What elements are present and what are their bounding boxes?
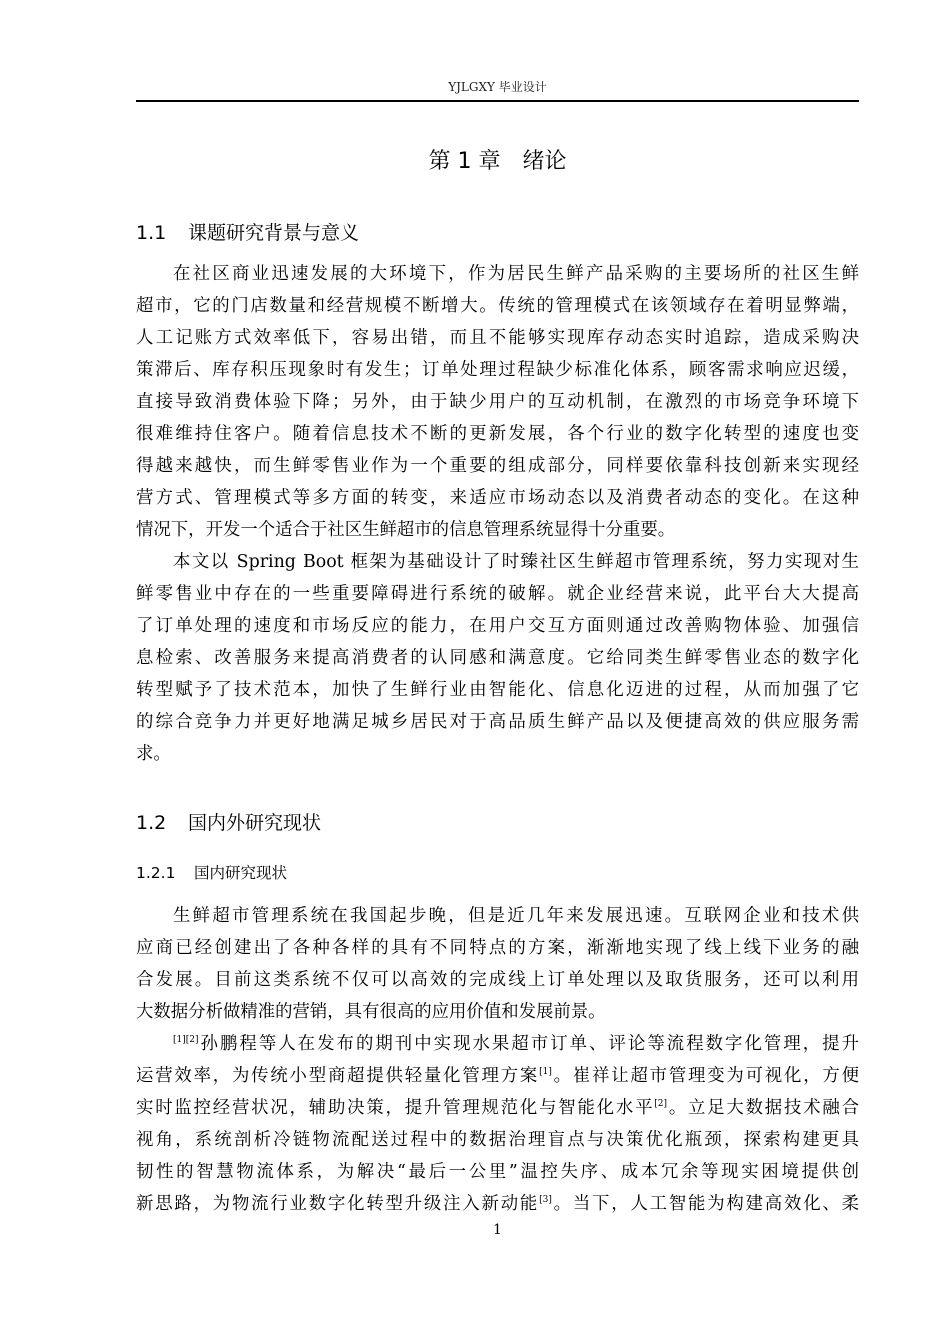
section-number: 1.1 <box>136 222 167 244</box>
page-number: 1 <box>493 1222 502 1238</box>
text-line: 情况下，开发一个适合于社区生鲜超市的信息管理系统显得十分重要。 <box>136 520 676 540</box>
text-line: 策滞后、库存积压现象时有发生；订单处理过程缺少标准化体系，顾客需求响应迟缓， <box>136 360 859 380</box>
text-line: 鲜零售业中存在的一些重要障碍进行系统的破解。就企业经营来说，此平台大大提高 <box>136 584 859 604</box>
citation-ref: [2] <box>654 1099 668 1109</box>
text-line: 大数据分析做精准的营销，具有很高的应用价值和发展前景。 <box>136 1002 606 1022</box>
text-line: 本文以 Spring Boot 框架为基础设计了时臻社区生鲜超市管理系统，努力实现对生 <box>173 552 859 572</box>
text-line: 得越来越快，而生鲜零售业作为一个重要的组成部分，同样要依靠科技创新来实现经 <box>136 456 859 476</box>
text-line: 营方式、管理模式等多方面的转变，来适应市场动态以及消费者动态的变化。在这种 <box>136 488 859 508</box>
citation-ref: [1] <box>539 1067 552 1077</box>
paragraph-background <box>136 258 859 546</box>
citation-ref: [1][2] <box>173 1035 199 1045</box>
paragraph-domestic-overview <box>136 900 859 1028</box>
text-line: 息检索、改善服务来提高消费者的认同感和满意度。它给同类生鲜零售业态的数字化 <box>136 648 859 668</box>
text-line: 的综合竞争力并更好地满足城乡居民对于高品质生鲜产品以及便捷高效的供应服务需 <box>136 712 859 732</box>
text-line: 求。 <box>136 744 171 764</box>
text-line: 超市，它的门店数量和经营规模不断增大。传统的管理模式在该领域存在着明显弊端， <box>136 296 859 316</box>
text-line: 了订单处理的速度和市场反应的能力，在用户交互方面则通过改善购物体验、加强信 <box>136 616 859 636</box>
text-line: 应商已经创建出了各种各样的具有不同特点的方案，渐渐地实现了线上线下业务的融 <box>136 938 859 958</box>
text-line: 在社区商业迅速发展的大环境下，作为居民生鲜产品采购的主要场所的社区生鲜 <box>173 264 859 284</box>
text-line: 实时监控经营状况，辅助决策，提升管理规范化与智能化水平[2]。立足大数据技术融合 <box>136 1098 859 1118</box>
text-line: 转型赋予了技术范本，加快了生鲜行业由智能化、信息化迈进的过程，从而加强了它 <box>136 680 859 700</box>
section-heading-1-2 <box>136 809 321 837</box>
section-title: 国内外研究现状 <box>188 812 322 834</box>
subsection-number: 1.2.1 <box>136 864 176 882</box>
section-number: 1.2 <box>136 812 167 834</box>
section-title: 课题研究背景与意义 <box>188 222 360 244</box>
running-header: YJLGXY 毕业设计 <box>448 80 547 94</box>
paragraph-domestic-research <box>136 1028 859 1220</box>
subsection-title: 国内研究现状 <box>194 864 288 882</box>
text-line: 很难维持住客户。随着信息技术不断的更新发展，各个行业的数字化转型的速度也变 <box>136 424 859 444</box>
subsection-heading-1-2-1 <box>136 861 287 885</box>
text-line: 合发展。目前这类系统不仅可以高效的完成线上订单处理以及取货服务，还可以利用 <box>136 970 859 990</box>
text-line: 韧性的智慧物流体系，为解决“最后一公里”温控失序、成本冗余等现实困境提供创 <box>136 1162 859 1182</box>
text-line: 生鲜超市管理系统在我国起步晚，但是近几年来发展迅速。互联网企业和技术供 <box>173 906 859 926</box>
chapter-title: 第 1 章 绪论 <box>428 149 567 174</box>
text-line: 视角，系统剖析冷链物流配送过程中的数据治理盲点与决策优化瓶颈，探索构建更具 <box>136 1130 859 1150</box>
citation-ref: [3] <box>539 1195 552 1205</box>
text-line: [1][2]孙鹏程等人在发布的期刊中实现水果超市订单、评论等流程数字化管理，提升 <box>173 1034 859 1054</box>
text-line: 新思路，为物流行业数字化转型升级注入新动能[3]。当下，人工智能为构建高效化、柔 <box>136 1194 859 1214</box>
paragraph-significance <box>136 546 859 770</box>
section-heading-1-1 <box>136 219 359 247</box>
header-divider <box>136 100 859 102</box>
text-line: 运营效率，为传统小型商超提供轻量化管理方案[1]。崔祥让超市管理变为可视化，方便 <box>136 1066 859 1086</box>
text-line: 人工记账方式效率低下，容易出错，而且不能够实现库存动态实时追踪，造成采购决 <box>136 328 859 348</box>
text-line: 直接导致消费体验下降；另外，由于缺少用户的互动机制，在激烈的市场竞争环境下 <box>136 392 859 412</box>
